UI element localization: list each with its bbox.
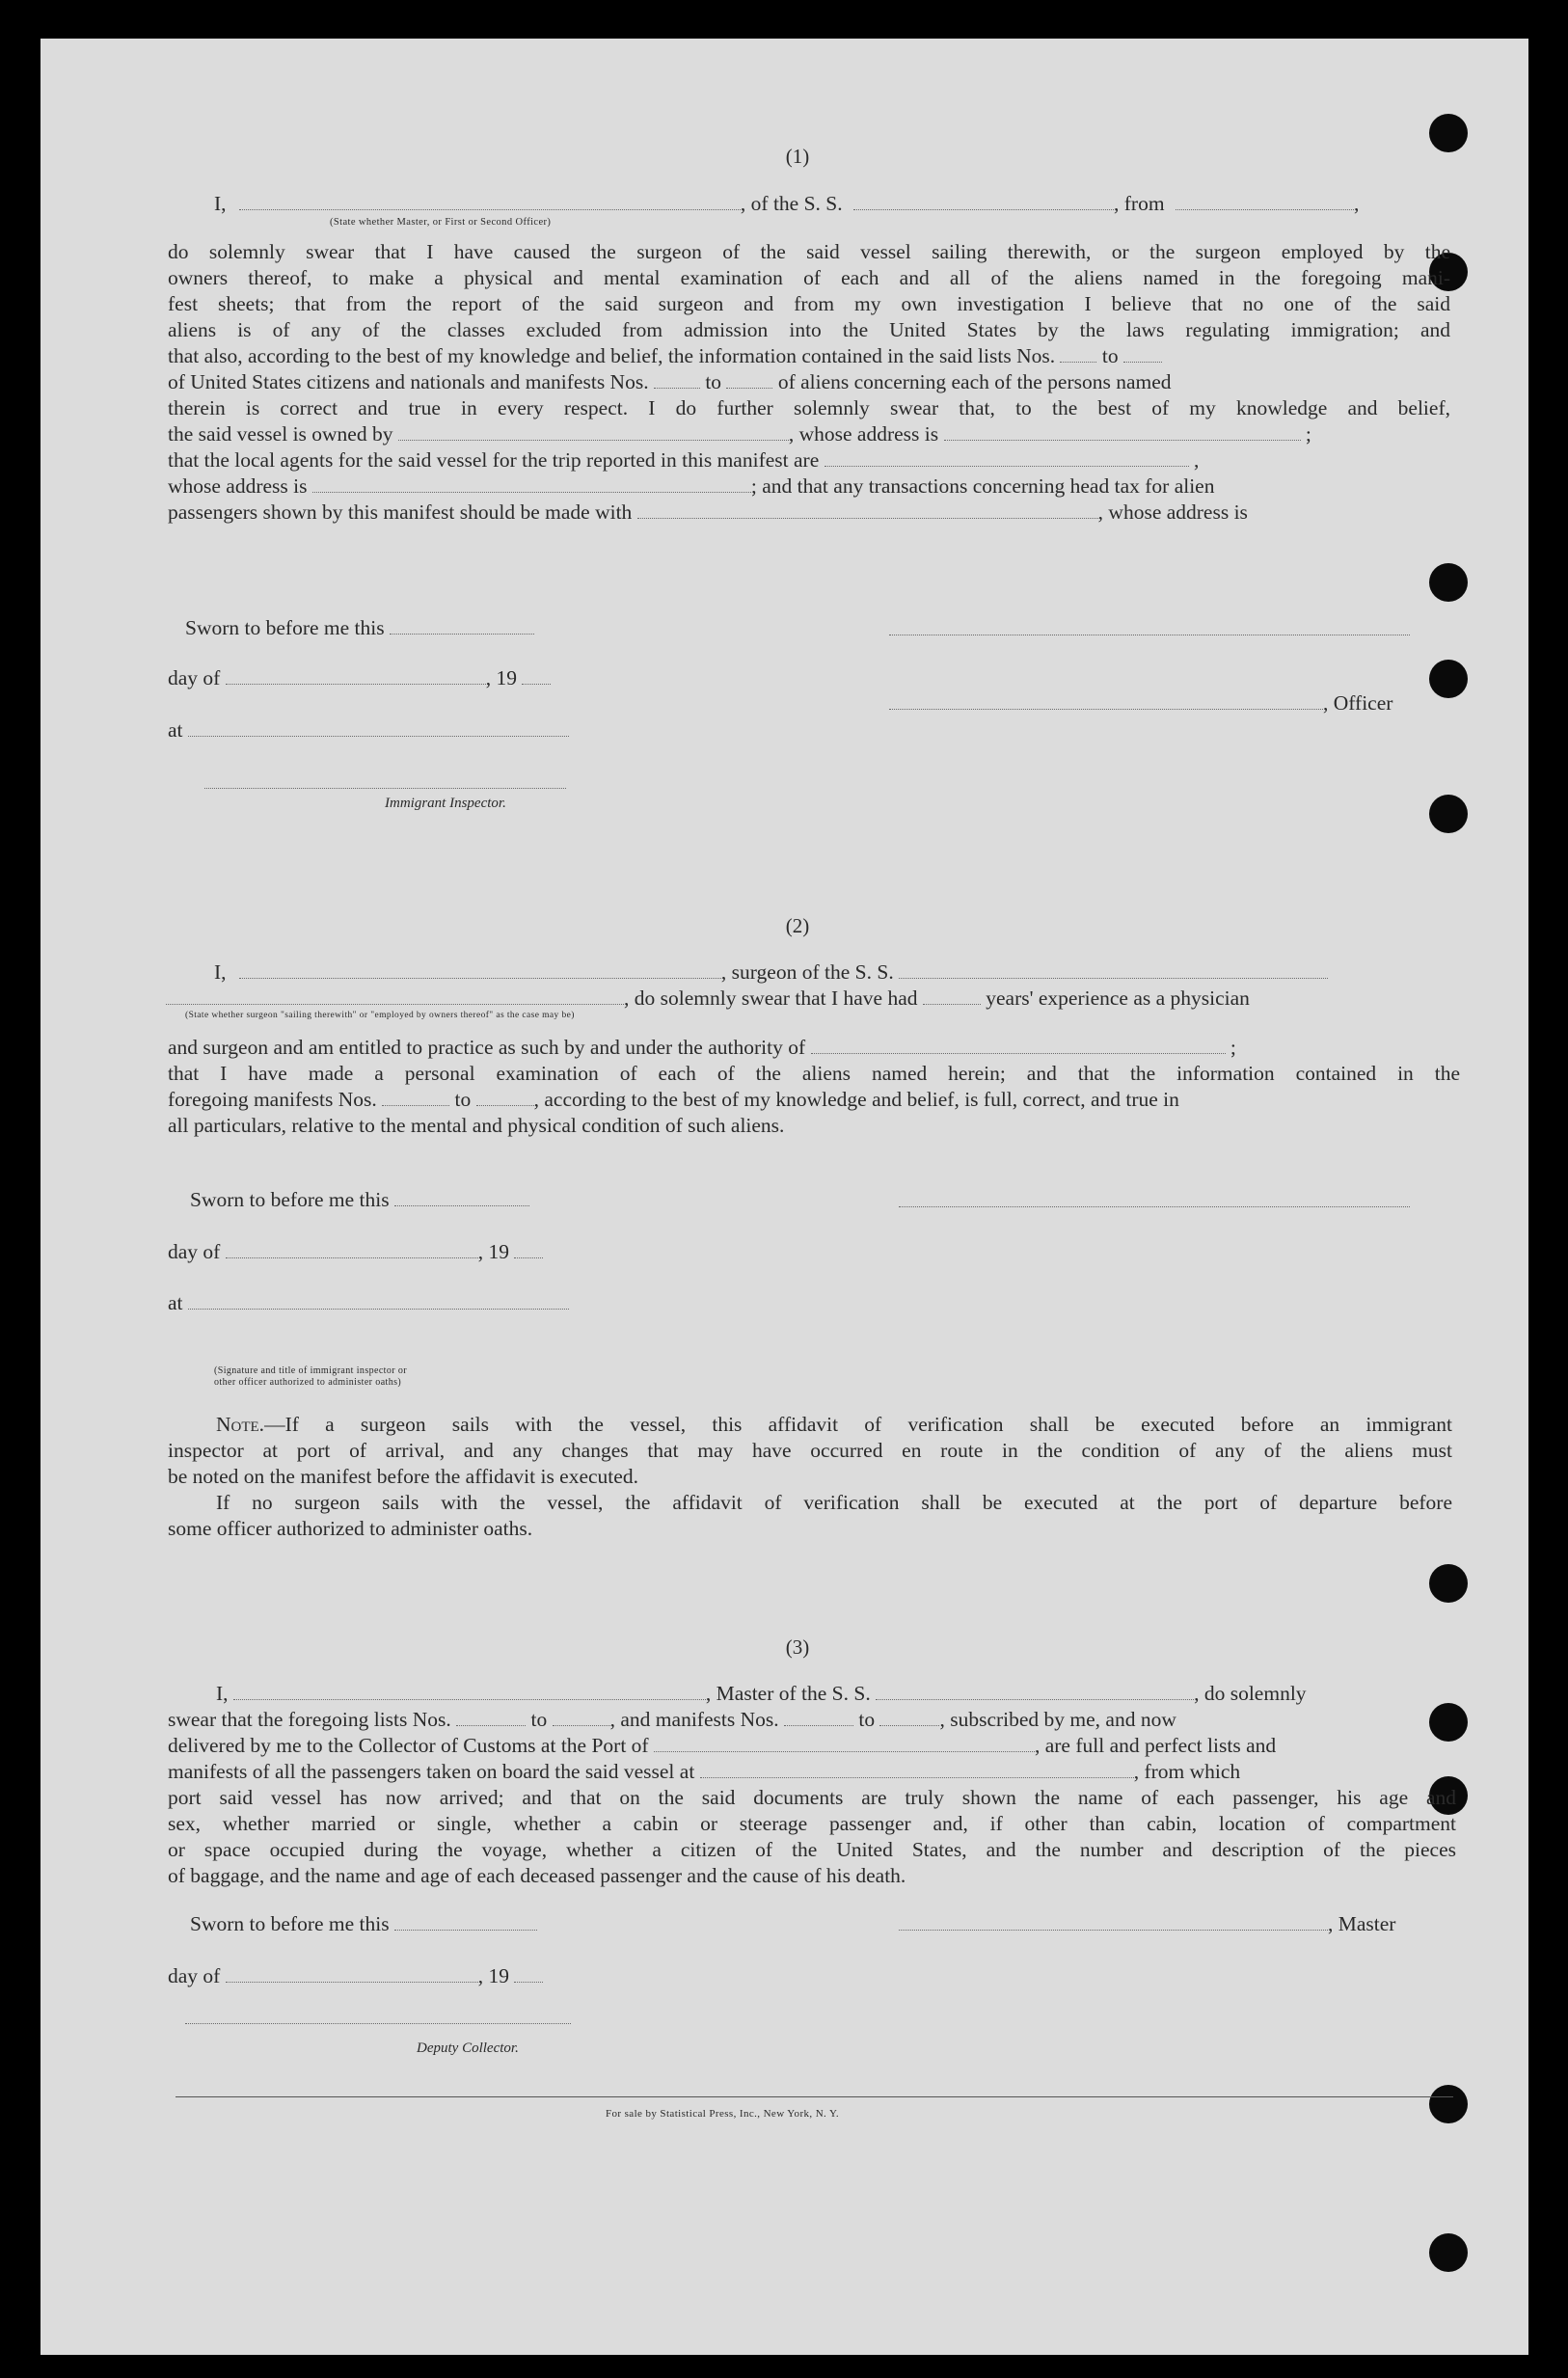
s3-l2e: , subscribed by me, and now: [939, 1708, 1176, 1731]
s3-body-line: of baggage, and the name and age of each deceased passenger and the cause of his death.: [168, 1864, 906, 1887]
s3-l2c: , and manifests Nos.: [609, 1708, 779, 1731]
s2-body4: all particulars, relative to the mental and physical condition of such aliens.: [168, 1114, 785, 1137]
s1-lead: I,: [214, 192, 227, 215]
s1-comma: ,: [1193, 448, 1200, 472]
s3-do-solemnly: , do solemnly: [1194, 1682, 1307, 1705]
s1-whose-address3: , whose address is: [1097, 500, 1248, 524]
s1-passengers: passengers shown by this manifest should be made with: [168, 500, 633, 524]
surgeon-status-field[interactable]: [166, 990, 624, 1005]
s1-local-agents: that the local agents for the said vessel for the trip reported in this manifest are: [168, 448, 820, 472]
s3-master: , Master: [1328, 1912, 1396, 1935]
s2-place-field[interactable]: [188, 1295, 569, 1310]
s1-body-line: aliens is of any of the classes excluded from admission into the United States by the laws regulating immigration; and: [168, 318, 1450, 341]
s2-year-field[interactable]: [514, 1244, 543, 1258]
s3-deputy-label: Deputy Collector.: [417, 2040, 519, 2056]
master-signature-field[interactable]: [899, 1916, 1328, 1931]
s2-body3c: , according to the best of my knowledge and belief, is full, correct, and true in: [533, 1088, 1179, 1111]
s3-lead: I,: [216, 1682, 229, 1705]
s3-l4b: , from which: [1133, 1760, 1241, 1783]
vessel-name-field[interactable]: [853, 196, 1114, 210]
s3-lists-from-field[interactable]: [456, 1712, 526, 1726]
s2-body3b: to: [454, 1088, 472, 1111]
manifests-from-field[interactable]: [654, 374, 700, 389]
punch-hole-icon: [1429, 2233, 1468, 2272]
s1-body-line: therein is correct and true in every respect. I do further solemnly swear that, to the best of my knowledge and belief,: [168, 396, 1450, 419]
s2-sworn-date-field[interactable]: [394, 1192, 529, 1206]
s3-l2d: to: [858, 1708, 876, 1731]
s3-year: , 19: [477, 1964, 509, 1987]
s1-to: to: [705, 370, 722, 393]
s1-inspector-label: Immigrant Inspector.: [385, 796, 506, 811]
owner-field[interactable]: [398, 426, 789, 441]
s1-whose-address2: whose address is: [168, 474, 308, 498]
s3-sworn-date-field[interactable]: [394, 1916, 537, 1931]
inspector-signature-line[interactable]: [204, 788, 566, 789]
manifests-to-field[interactable]: [726, 374, 772, 389]
s1-year: , 19: [485, 666, 517, 689]
punch-hole-icon: [1429, 1564, 1468, 1603]
s1-sworn: Sworn to before me this: [185, 616, 385, 639]
local-agents-field[interactable]: [825, 452, 1189, 467]
s2-lead: I,: [214, 960, 227, 984]
s2-years: years' experience as a physician: [986, 986, 1250, 1010]
s2-semicolon: ;: [1230, 1036, 1236, 1059]
s3-body-line: sex, whether married or single, whether a cabin or steerage passenger and, if other than cabin, location of compartment: [168, 1812, 1456, 1835]
s2-day-field[interactable]: [226, 1244, 478, 1258]
s3-day-of: day of: [168, 1964, 221, 1987]
s2-body2: that I have made a personal examination of each of the aliens named herein; and that the information contained in the: [168, 1062, 1460, 1085]
s2-year: , 19: [477, 1240, 509, 1263]
s1-whose-address: , whose address is: [788, 422, 939, 446]
s1-end: ,: [1353, 192, 1360, 215]
s2-at: at: [168, 1291, 183, 1314]
s2-surgeon-of: , surgeon of the S. S.: [720, 960, 894, 984]
s2-signature-line[interactable]: [899, 1206, 1410, 1207]
s1-body-line: that also, according to the best of my knowledge and belief, the information contained in the said lists Nos.: [168, 344, 1056, 367]
experience-years-field[interactable]: [923, 990, 981, 1005]
deputy-signature-line[interactable]: [185, 2023, 571, 2024]
s1-body-line: owners thereof, to make a physical and mental examination of each and all of the aliens named in the foregoing mani-: [168, 266, 1450, 289]
punch-hole-icon: [1429, 795, 1468, 833]
punch-hole-icon: [1429, 114, 1468, 152]
s1-body-line: do solemnly swear that I have caused the surgeon of the said vessel sailing therewith, or the surgeon employed by the: [168, 240, 1450, 263]
s3-l2b: to: [530, 1708, 548, 1731]
s1-hint: (State whether Master, or First or Second Officer): [330, 217, 552, 228]
s1-to: to: [1101, 344, 1119, 367]
departure-port-field[interactable]: [1176, 196, 1354, 210]
s2-manifests-to-field[interactable]: [476, 1092, 534, 1106]
s1-body-line: of United States citizens and nationals and manifests Nos.: [168, 370, 649, 393]
owner-address-field[interactable]: [944, 426, 1301, 441]
s2-day-of: day of: [168, 1240, 221, 1263]
s1-day-of: day of: [168, 666, 221, 689]
s1-body-line: fest sheets; that from the report of the said surgeon and from my own investigation I believe that no one of the said: [168, 292, 1450, 315]
head-tax-contact-field[interactable]: [637, 504, 1098, 519]
boarding-port-field[interactable]: [700, 1764, 1134, 1778]
s1-aliens-tail: of aliens concerning each of the persons named: [777, 370, 1172, 393]
s1-officer: , Officer: [1323, 691, 1393, 715]
s1-head-tax: ; and that any transactions concerning head tax for alien: [750, 474, 1215, 498]
s3-body-line: or space occupied during the voyage, whether a citizen of the United States, and the number and description of the pieces: [168, 1838, 1456, 1861]
punch-hole-icon: [1429, 2085, 1468, 2123]
s2-sworn: Sworn to before me this: [190, 1188, 390, 1211]
punch-hole-icon: [1429, 563, 1468, 602]
collector-port-field[interactable]: [654, 1738, 1035, 1752]
s3-body-line: port said vessel has now arrived; and that on the said documents are truly shown the name of each passenger, his age and: [168, 1786, 1456, 1809]
s2-vessel-field[interactable]: [899, 964, 1328, 979]
officer-title-field[interactable]: [889, 695, 1323, 710]
s3-l2a: swear that the foregoing lists Nos.: [168, 1708, 451, 1731]
s1-at: at: [168, 718, 183, 742]
lists-from-field[interactable]: [1060, 348, 1096, 363]
s1-semicolon: ;: [1305, 422, 1311, 446]
s3-l3b: , are full and perfect lists and: [1034, 1734, 1277, 1757]
section-3-number: (3): [785, 1635, 810, 1659]
officer-name-field[interactable]: [239, 196, 741, 210]
s3-day-field[interactable]: [226, 1968, 478, 1983]
s2-sig-caption: (Signature and title of immigrant inspector or: [214, 1365, 408, 1376]
s1-place-field[interactable]: [188, 722, 569, 737]
s1-year-field[interactable]: [522, 670, 551, 685]
s2-manifests-from-field[interactable]: [382, 1092, 449, 1106]
form-page: [41, 39, 1528, 2355]
authority-field[interactable]: [811, 1040, 1226, 1054]
s2-sig-caption: other officer authorized to administer oaths): [214, 1377, 402, 1388]
s1-from: , from: [1114, 192, 1165, 215]
s2-note-line: —If a surgeon sails with the vessel, this affidavit of verification shall be executed before an immigrant: [264, 1413, 1452, 1436]
s1-owned-by: the said vessel is owned by: [168, 422, 393, 446]
s3-year-field[interactable]: [514, 1968, 543, 1983]
s2-note-line: inspector at port of arrival, and any changes that may have occurred en route in the condition of any of the aliens must: [168, 1439, 1452, 1462]
agents-address-field[interactable]: [312, 478, 751, 493]
s2-note-label: Note.: [216, 1413, 265, 1436]
s2-note-line: be noted on the manifest before the affidavit is executed.: [168, 1465, 638, 1488]
s1-sworn-date-field[interactable]: [390, 620, 534, 635]
section-1-number: (1): [785, 145, 810, 168]
footer-rule: [176, 2096, 1453, 2097]
s3-l4a: manifests of all the passengers taken on board the said vessel at: [168, 1760, 695, 1783]
s2-hint: (State whether surgeon "sailing therewith" or "employed by owners thereof" as the case may be): [185, 1011, 575, 1020]
lists-to-field[interactable]: [1123, 348, 1162, 363]
s1-of-ss: , of the S. S.: [740, 192, 843, 215]
s1-day-field[interactable]: [226, 670, 486, 685]
s3-manifests-from-field[interactable]: [784, 1712, 853, 1726]
footer-text: For sale by Statistical Press, Inc., New York, N. Y.: [606, 2108, 840, 2120]
s3-lists-to-field[interactable]: [553, 1712, 610, 1726]
s2-swear: , do solemnly swear that I have had: [624, 986, 918, 1010]
s2-body1: and surgeon and am entitled to practice as such by and under the authority of: [168, 1036, 806, 1059]
s3-master-of: , Master of the S. S.: [705, 1682, 871, 1705]
section-2-number: (2): [785, 914, 810, 937]
surgeon-name-field[interactable]: [239, 964, 721, 979]
s3-manifests-to-field[interactable]: [879, 1712, 939, 1726]
s3-sworn: Sworn to before me this: [190, 1912, 390, 1935]
s2-note-line: If no surgeon sails with the vessel, the affidavit of verification shall be executed at the port of departure before: [216, 1491, 1452, 1514]
s2-note-line: some officer authorized to administer oaths.: [168, 1517, 533, 1540]
s3-vessel-field[interactable]: [876, 1686, 1194, 1700]
s3-l3a: delivered by me to the Collector of Customs at the Port of: [168, 1734, 649, 1757]
master-name-field[interactable]: [233, 1686, 706, 1700]
punch-hole-icon: [1429, 660, 1468, 698]
s2-body3a: foregoing manifests Nos.: [168, 1088, 377, 1111]
